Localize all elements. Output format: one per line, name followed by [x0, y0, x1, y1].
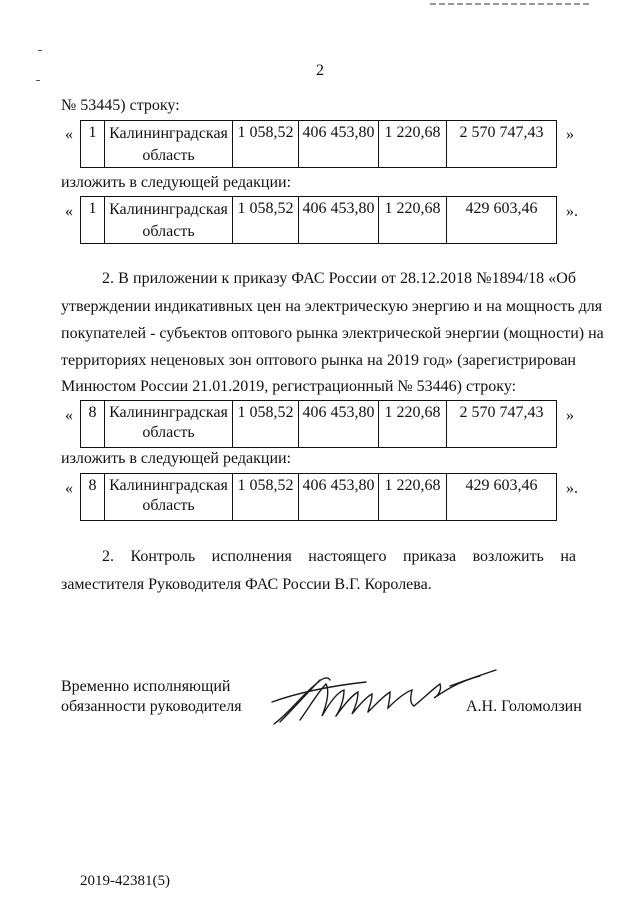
region-line2: область [142, 147, 195, 164]
table-cell-value: 406 453,80 [299, 401, 379, 448]
table-cell-value: 1 220,68 [379, 121, 447, 168]
intro-text: № 53445) строку: [61, 97, 180, 114]
paragraph-line: 2. В приложении к приказу ФАС России от 28.12.2018 №1894/18 «Об [102, 270, 576, 287]
paragraph-line: территориях неценовых зон оптового рынка на 2019 год» (зарегистрирован [61, 352, 576, 369]
table-cell-region [105, 401, 233, 448]
signatory-name: А.Н. Голомолзин [466, 698, 582, 715]
region-line1: Калининградская [109, 201, 228, 218]
table-cell-number: 1 [81, 121, 105, 168]
scan-artifact [38, 50, 42, 51]
paragraph-line: утверждении индикативных цен на электрическую энергию и на мощность для [61, 298, 603, 315]
signatory-title-line1: Временно исполняющий [61, 678, 231, 695]
tariff-table-new-1 [80, 196, 557, 244]
table-cell-region [105, 121, 233, 168]
quote-close-dot: ». [566, 203, 578, 220]
table-cell-value: 2 570 747,43 [447, 401, 557, 448]
region-line1: Калининградская [109, 404, 228, 421]
handwritten-signature [270, 662, 500, 730]
tariff-table-old-2 [80, 400, 557, 448]
scan-artifact [36, 80, 40, 81]
document-code: 2019-42381(5) [80, 873, 170, 889]
region-line2: область [142, 424, 195, 441]
table-cell-value: 1 058,52 [233, 401, 299, 448]
table-cell-value: 1 058,52 [233, 121, 299, 168]
signatory-title-line2: обязанности руководителя [61, 698, 242, 715]
paragraph-line: Минюстом России 21.01.2019, регистрационный № 53446) строку: [61, 378, 517, 395]
scan-artifact [430, 3, 590, 5]
table-cell-value: 429 603,46 [447, 197, 557, 244]
table-cell-number: 8 [81, 474, 105, 521]
table-cell-value: 406 453,80 [299, 121, 379, 168]
quote-close: » [566, 126, 574, 143]
paragraph-line: 2. Контроль исполнения настоящего приказа возложить на [102, 548, 576, 565]
quote-open: « [65, 203, 73, 220]
table-cell-value: 1 058,52 [233, 474, 299, 521]
paragraph-line: заместителя Руководителя ФАС России В.Г. Королева. [61, 576, 432, 593]
region-line1: Калининградская [109, 125, 228, 142]
table-cell-value: 1 220,68 [379, 474, 447, 521]
page-number: 2 [316, 62, 324, 79]
table-cell-number: 8 [81, 401, 105, 448]
quote-close: » [566, 407, 574, 424]
quote-close-dot: ». [566, 480, 578, 497]
redaction-label: изложить в следующей редакции: [61, 450, 292, 467]
table-cell-region [105, 474, 233, 521]
tariff-table-old-1 [80, 120, 557, 168]
quote-open: « [65, 407, 73, 424]
quote-open: « [65, 480, 73, 497]
table-cell-value: 406 453,80 [299, 197, 379, 244]
table-cell-region [105, 197, 233, 244]
region-line2: область [142, 223, 195, 240]
tariff-table-new-2 [80, 473, 557, 521]
table-cell-value: 1 220,68 [379, 197, 447, 244]
region-line1: Калининградская [109, 477, 228, 494]
table-cell-value: 1 058,52 [233, 197, 299, 244]
region-line2: область [142, 497, 195, 514]
paragraph-line: покупателей - субъектов оптового рынка электрической энергии (мощности) на [61, 325, 604, 342]
table-cell-value: 429 603,46 [447, 474, 557, 521]
table-cell-value: 406 453,80 [299, 474, 379, 521]
table-cell-value: 1 220,68 [379, 401, 447, 448]
table-cell-number: 1 [81, 197, 105, 244]
table-cell-value: 2 570 747,43 [447, 121, 557, 168]
redaction-label: изложить в следующей редакции: [61, 174, 292, 191]
quote-open: « [65, 126, 73, 143]
